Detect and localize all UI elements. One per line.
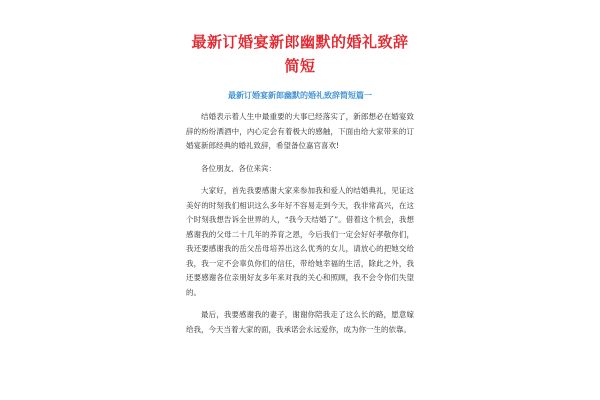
greeting-paragraph: 各位朋友、各位来宾： (201, 163, 276, 173)
section-heading: 最新订婚宴新郎幽默的婚礼致辞简短篇一 (228, 91, 372, 100)
intro-paragraph: 结婚表示着人生中最重要的大事已经落实了，新郎想必在婚宴致辞的纷纷洒酒中，内心定会有着极大的感触，下面由给大家带来的订婚宴新郎经典的婚礼致辞，希望备位嘉官喜欢! (186, 112, 414, 150)
closing-paragraph: 最后，我要感谢我的妻子，谢谢你陪我走了这么长的路，愿意嫁给我，今天当着大家的面，我承诺会永远爱你，成为你一生的依靠。 (186, 310, 414, 334)
speech-body-paragraph: 大家好，首先我要感谢大家来参加我和爱人的结婚典礼，见证这美好的时刻我们相识这么多年好不容易走到今天，我非常高兴，在这个时刻我想告诉全世界的人，“我今天结婚了”。借着这个机会，我想感谢我的父母二十几年的养育之恩，今后我们一定会好好孝敬你们，我还要感谢我的岳父岳母培养出这么优秀的女儿，请放心的把她交给我，我一定不会辜负你们的信任，带给她幸福的生活，除此之外，我还要感谢各位亲朋好友多年来对我的关心和照顾，我不会令你们失望的。 (186, 186, 414, 297)
document-title: 最新订婚宴新郎幽默的婚礼致辞简短 (191, 33, 409, 75)
document-body (186, 30, 414, 345)
